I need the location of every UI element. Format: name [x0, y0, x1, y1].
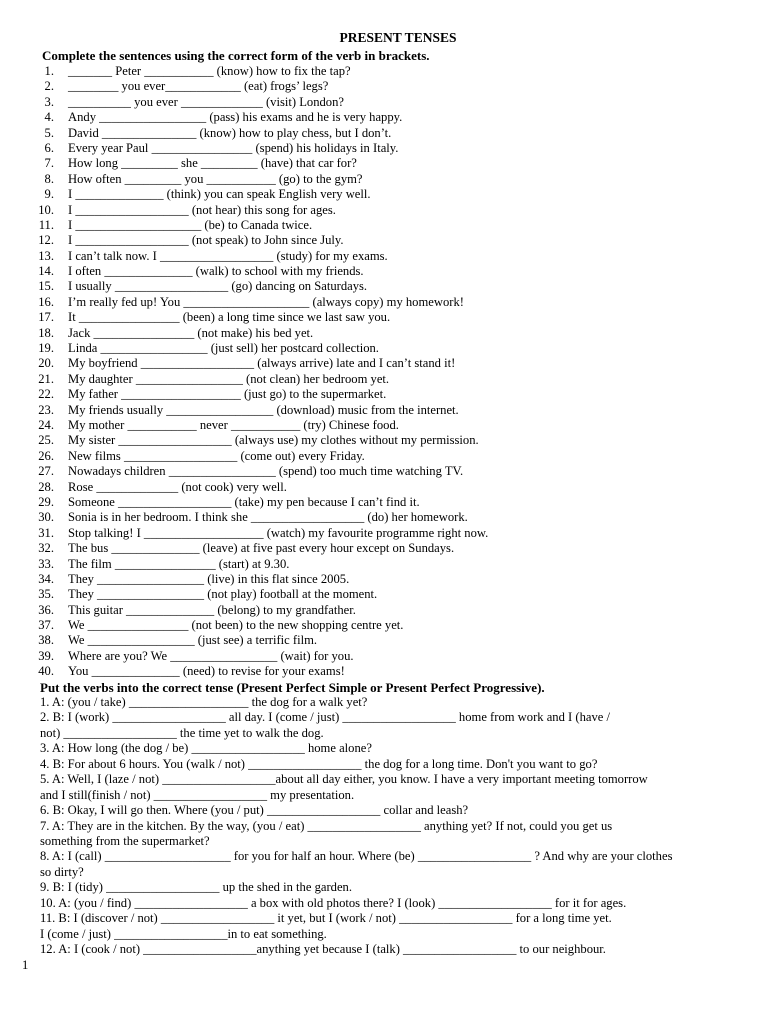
dialogue-line — [0, 819, 768, 834]
item-sentence: My boyfriend __________________ (always arrive) late and I can’t stand it! — [68, 356, 456, 371]
dialogue-line — [0, 803, 768, 818]
item-number: 5. — [44, 125, 54, 140]
exercise-item — [0, 203, 768, 218]
exercise-item — [0, 664, 768, 679]
dialogue-text: 9. B: I (tidy) __________________ up the shed in the garden. — [40, 880, 353, 895]
item-number: 33. — [38, 556, 54, 571]
item-sentence: My daughter _________________ (not clean) her bedroom yet. — [68, 371, 390, 386]
item-number: 14. — [38, 264, 54, 279]
item-number: 11. — [38, 217, 54, 232]
item-sentence: It ________________ (been) a long time since we last saw you. — [68, 310, 391, 325]
item-sentence: I’m really fed up! You ____________________ (always copy) my homework! — [68, 294, 464, 309]
dialogue-line — [0, 880, 768, 895]
exercise-item — [0, 126, 768, 141]
dialogue-line — [0, 788, 768, 803]
item-number: 9. — [44, 187, 54, 202]
exercise-item — [0, 95, 768, 110]
dialogue-line — [0, 896, 768, 911]
exercise-item — [0, 403, 768, 418]
item-number: 32. — [38, 541, 54, 556]
item-sentence: Stop talking! I ___________________ (watch) my favourite programme right now. — [68, 525, 489, 540]
page-number: 1 — [22, 958, 29, 972]
exercise-item — [0, 110, 768, 125]
item-number: 27. — [38, 464, 54, 479]
item-number: 39. — [38, 648, 54, 663]
dialogue-line — [0, 726, 768, 741]
dialogue-text: I (come / just) __________________in to eat something. — [40, 926, 327, 941]
exercise-item — [0, 526, 768, 541]
item-sentence: They _________________ (not play) football at the moment. — [68, 587, 378, 602]
dialogue-line — [0, 710, 768, 725]
item-sentence: My friends usually _________________ (download) music from the internet. — [68, 402, 459, 417]
item-number: 29. — [38, 494, 54, 509]
dialogue-line — [0, 757, 768, 772]
exercise-item — [0, 633, 768, 648]
item-sentence: I usually __________________ (go) dancing on Saturdays. — [68, 279, 368, 294]
exercise-item — [0, 233, 768, 248]
exercise-item — [0, 495, 768, 510]
dialogue-text: 4. B: For about 6 hours. You (walk / not) __________________ the dog for a long time. Don't you want to go? — [40, 756, 598, 771]
exercise-item — [0, 587, 768, 602]
item-number: 23. — [38, 402, 54, 417]
item-number: 15. — [38, 279, 54, 294]
item-sentence: I often ______________ (walk) to school with my friends. — [68, 264, 364, 279]
exercise-item — [0, 449, 768, 464]
exercise-item — [0, 618, 768, 633]
item-sentence: I __________________ (not hear) this song for ages. — [68, 202, 336, 217]
exercise-item — [0, 557, 768, 572]
item-sentence: The bus ______________ (leave) at five past every hour except on Sundays. — [68, 541, 455, 556]
item-sentence: David _______________ (know) how to play chess, but I don’t. — [68, 125, 392, 140]
dialogue-line — [0, 772, 768, 787]
item-number: 30. — [38, 510, 54, 525]
item-sentence: ________ you ever____________ (eat) frogs’ legs? — [68, 79, 329, 94]
dialogue-text: 6. B: Okay, I will go then. Where (you / put) __________________ collar and leash? — [40, 803, 469, 818]
item-number: 36. — [38, 602, 54, 617]
exercise-item — [0, 172, 768, 187]
dialogue-text: not) __________________ the time yet to walk the dog. — [40, 725, 324, 740]
dialogue-line — [0, 849, 768, 864]
dialogue-line — [0, 927, 768, 942]
exercise-item — [0, 433, 768, 448]
dialogue-line — [0, 695, 768, 710]
exercise-item — [0, 295, 768, 310]
dialogue-text: 12. A: I (cook / not) __________________anything yet because I (talk) __________________ to our neighbour. — [40, 942, 606, 956]
exercise-item — [0, 480, 768, 495]
exercise-item — [0, 156, 768, 171]
section2-dialogue-list — [0, 695, 768, 957]
item-number: 35. — [38, 587, 54, 602]
exercise-item — [0, 572, 768, 587]
item-sentence: How long _________ she _________ (have) that car for? — [68, 156, 357, 171]
item-number: 34. — [38, 571, 54, 586]
item-sentence: Rose _____________ (not cook) very well. — [68, 479, 287, 494]
item-number: 40. — [38, 664, 54, 679]
item-sentence: Jack ________________ (not make) his bed yet. — [68, 325, 314, 340]
item-number: 16. — [38, 294, 54, 309]
exercise-item — [0, 326, 768, 341]
item-sentence: New films __________________ (come out) every Friday. — [68, 448, 365, 463]
item-sentence: I __________________ (not speak) to John since July. — [68, 233, 344, 248]
item-number: 2. — [44, 79, 54, 94]
exercise-item — [0, 341, 768, 356]
item-sentence: Andy _________________ (pass) his exams and he is very happy. — [68, 110, 403, 125]
dialogue-line — [0, 834, 768, 849]
item-number: 38. — [38, 633, 54, 648]
item-sentence: Where are you? We _________________ (wait) for you. — [68, 648, 354, 663]
item-number: 22. — [38, 387, 54, 402]
exercise-item — [0, 372, 768, 387]
dialogue-line — [0, 911, 768, 926]
item-number: 28. — [38, 479, 54, 494]
dialogue-text: 8. A: I (call) ____________________ for you for half an hour. Where (be) __________________ ? And why are your clothes — [40, 849, 673, 864]
item-sentence: My father ___________________ (just go) to the supermarket. — [68, 387, 387, 402]
item-number: 7. — [44, 156, 54, 171]
exercise-item — [0, 249, 768, 264]
section1-instruction: Complete the sentences using the correct form of the verb in brackets. — [42, 48, 430, 63]
item-sentence: We ________________ (not been) to the new shopping centre yet. — [68, 618, 404, 633]
item-sentence: My sister __________________ (always use) my clothes without my permission. — [68, 433, 479, 448]
item-sentence: I ______________ (think) you can speak English very well. — [68, 187, 371, 202]
dialogue-line — [0, 865, 768, 880]
exercise-item — [0, 218, 768, 233]
item-number: 26. — [38, 448, 54, 463]
item-number: 19. — [38, 341, 54, 356]
dialogue-text: 11. B: I (discover / not) __________________ it yet, but I (work / not) __________________ for a long time yet. — [40, 911, 612, 926]
item-sentence: Linda _________________ (just sell) her postcard collection. — [68, 341, 379, 356]
item-number: 24. — [38, 417, 54, 432]
item-number: 18. — [38, 325, 54, 340]
exercise-item — [0, 279, 768, 294]
exercise-item — [0, 387, 768, 402]
dialogue-text: 1. A: (you / take) ___________________ the dog for a walk yet? — [40, 695, 368, 709]
item-sentence: This guitar ______________ (belong) to my grandfather. — [68, 602, 356, 617]
exercise-item — [0, 264, 768, 279]
dialogue-text: 2. B: I (work) __________________ all day. I (come / just) __________________ home from work and I (have / — [40, 710, 611, 725]
item-number: 6. — [44, 140, 54, 155]
exercise-item — [0, 603, 768, 618]
dialogue-text: so dirty? — [40, 864, 84, 879]
exercise-item — [0, 79, 768, 94]
item-sentence: Sonia is in her bedroom. I think she __________________ (do) her homework. — [68, 510, 468, 525]
item-sentence: My mother ___________ never ___________ (try) Chinese food. — [68, 417, 399, 432]
exercise-item — [0, 310, 768, 325]
dialogue-text: 7. A: They are in the kitchen. By the way, (you / eat) __________________ anything yet? If not, could you get us — [40, 818, 613, 833]
item-sentence: How often _________ you ___________ (go) to the gym? — [68, 171, 363, 186]
item-sentence: __________ you ever _____________ (visit) London? — [68, 94, 344, 109]
exercise-item — [0, 464, 768, 479]
item-number: 1. — [44, 64, 54, 78]
item-sentence: You ______________ (need) to revise for your exams! — [68, 664, 345, 679]
item-number: 20. — [38, 356, 54, 371]
item-sentence: I can’t talk now. I __________________ (study) for my exams. — [68, 248, 388, 263]
item-number: 10. — [38, 202, 54, 217]
section2-instruction: Put the verbs into the correct tense (Present Perfect Simple or Present Perfect Progressive). — [40, 680, 545, 695]
item-number: 13. — [38, 248, 54, 263]
item-number: 21. — [38, 371, 54, 386]
exercise-item — [0, 510, 768, 525]
item-sentence: Someone __________________ (take) my pen because I can’t find it. — [68, 494, 420, 509]
item-number: 3. — [44, 94, 54, 109]
dialogue-line — [0, 942, 768, 957]
item-number: 8. — [44, 171, 54, 186]
dialogue-text: 10. A: (you / find) __________________ a box with old photos there? I (look) __________________ for it for ages. — [40, 895, 627, 910]
section1-sentence-list — [0, 64, 768, 680]
item-sentence: Nowadays children _________________ (spend) too much time watching TV. — [68, 464, 464, 479]
exercise-item — [0, 187, 768, 202]
dialogue-text: 3. A: How long (the dog / be) __________________ home alone? — [40, 741, 372, 756]
dialogue-text: something from the supermarket? — [40, 833, 210, 848]
item-number: 12. — [38, 233, 54, 248]
item-sentence: Every year Paul ________________ (spend) his holidays in Italy. — [68, 140, 399, 155]
exercise-item — [0, 541, 768, 556]
item-sentence: _______ Peter ___________ (know) how to fix the tap? — [68, 64, 351, 78]
dialogue-line — [0, 741, 768, 756]
exercise-item — [0, 649, 768, 664]
item-number: 4. — [44, 110, 54, 125]
exercise-item — [0, 141, 768, 156]
exercise-item — [0, 64, 768, 79]
item-sentence: I ____________________ (be) to Canada twice. — [68, 217, 313, 232]
exercise-item — [0, 418, 768, 433]
dialogue-text: 5. A: Well, I (laze / not) __________________about all day either, you know. I have a very important meeting tomorrow — [40, 772, 648, 787]
item-number: 17. — [38, 310, 54, 325]
item-number: 37. — [38, 618, 54, 633]
item-sentence: They _________________ (live) in this flat since 2005. — [68, 571, 350, 586]
item-sentence: We _________________ (just see) a terrific film. — [68, 633, 318, 648]
page-title: PRESENT TENSES — [339, 30, 457, 45]
dialogue-text: and I still(finish / not) __________________ my presentation. — [40, 787, 355, 802]
item-number: 31. — [38, 525, 54, 540]
item-sentence: The film ________________ (start) at 9.30. — [68, 556, 290, 571]
exercise-item — [0, 356, 768, 371]
item-number: 25. — [38, 433, 54, 448]
